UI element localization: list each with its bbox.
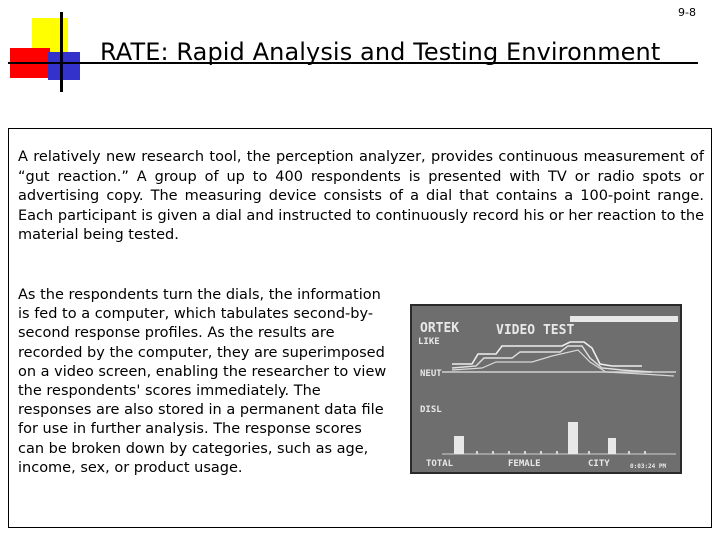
screen-total-label: TOTAL <box>426 459 454 469</box>
screen-neutral-label: NEUT <box>420 369 442 379</box>
screen-city-label: CITY <box>588 459 610 469</box>
screen-bar-city <box>608 438 616 454</box>
decorative-blue-square <box>48 52 80 80</box>
slide-title: RATE: Rapid Analysis and Testing Environment <box>100 38 661 66</box>
body-paragraph: As the respondents turn the dials, the information is fed to a computer, which tabulates second-by-second response profiles. As the results are recorded by the computer, they are superimposed on a video screen, enabling the researcher to view the respondents' scores immediately. The responses are also stored in a permanent data file for use in further analysis. The response scores can be broken down by categories, such as age, income, sex, or product usage. <box>18 287 387 476</box>
intro-paragraph: A relatively new research tool, the perception analyzer, provides continuous measurement of “gut reaction.” A group of up to 400 respondents is presented with TV or radio spots or advertising copy. The measuring device consists of a dial that contains a 100-point range. Each participant is given a dial and instructed to continuously record his or her reaction to the material being tested. <box>18 149 704 243</box>
screen-dislike-label: DISL <box>420 405 442 415</box>
video-screen-graphic <box>412 306 680 472</box>
video-screen-image <box>410 304 682 474</box>
screen-brand-label: ORTEK <box>420 321 460 336</box>
screen-female-label: FEMALE <box>508 459 541 469</box>
screen-timestamp: 0:03:24 PM <box>630 463 667 470</box>
screen-bar-total <box>454 436 464 454</box>
screen-bar-female <box>568 422 578 454</box>
screen-like-label: LIKE <box>418 337 440 347</box>
decorative-vertical-line <box>60 12 63 92</box>
page-number: 9-8 <box>678 6 696 19</box>
screen-header-bar <box>570 316 678 322</box>
screen-heading-label: VIDEO TEST <box>496 323 575 338</box>
